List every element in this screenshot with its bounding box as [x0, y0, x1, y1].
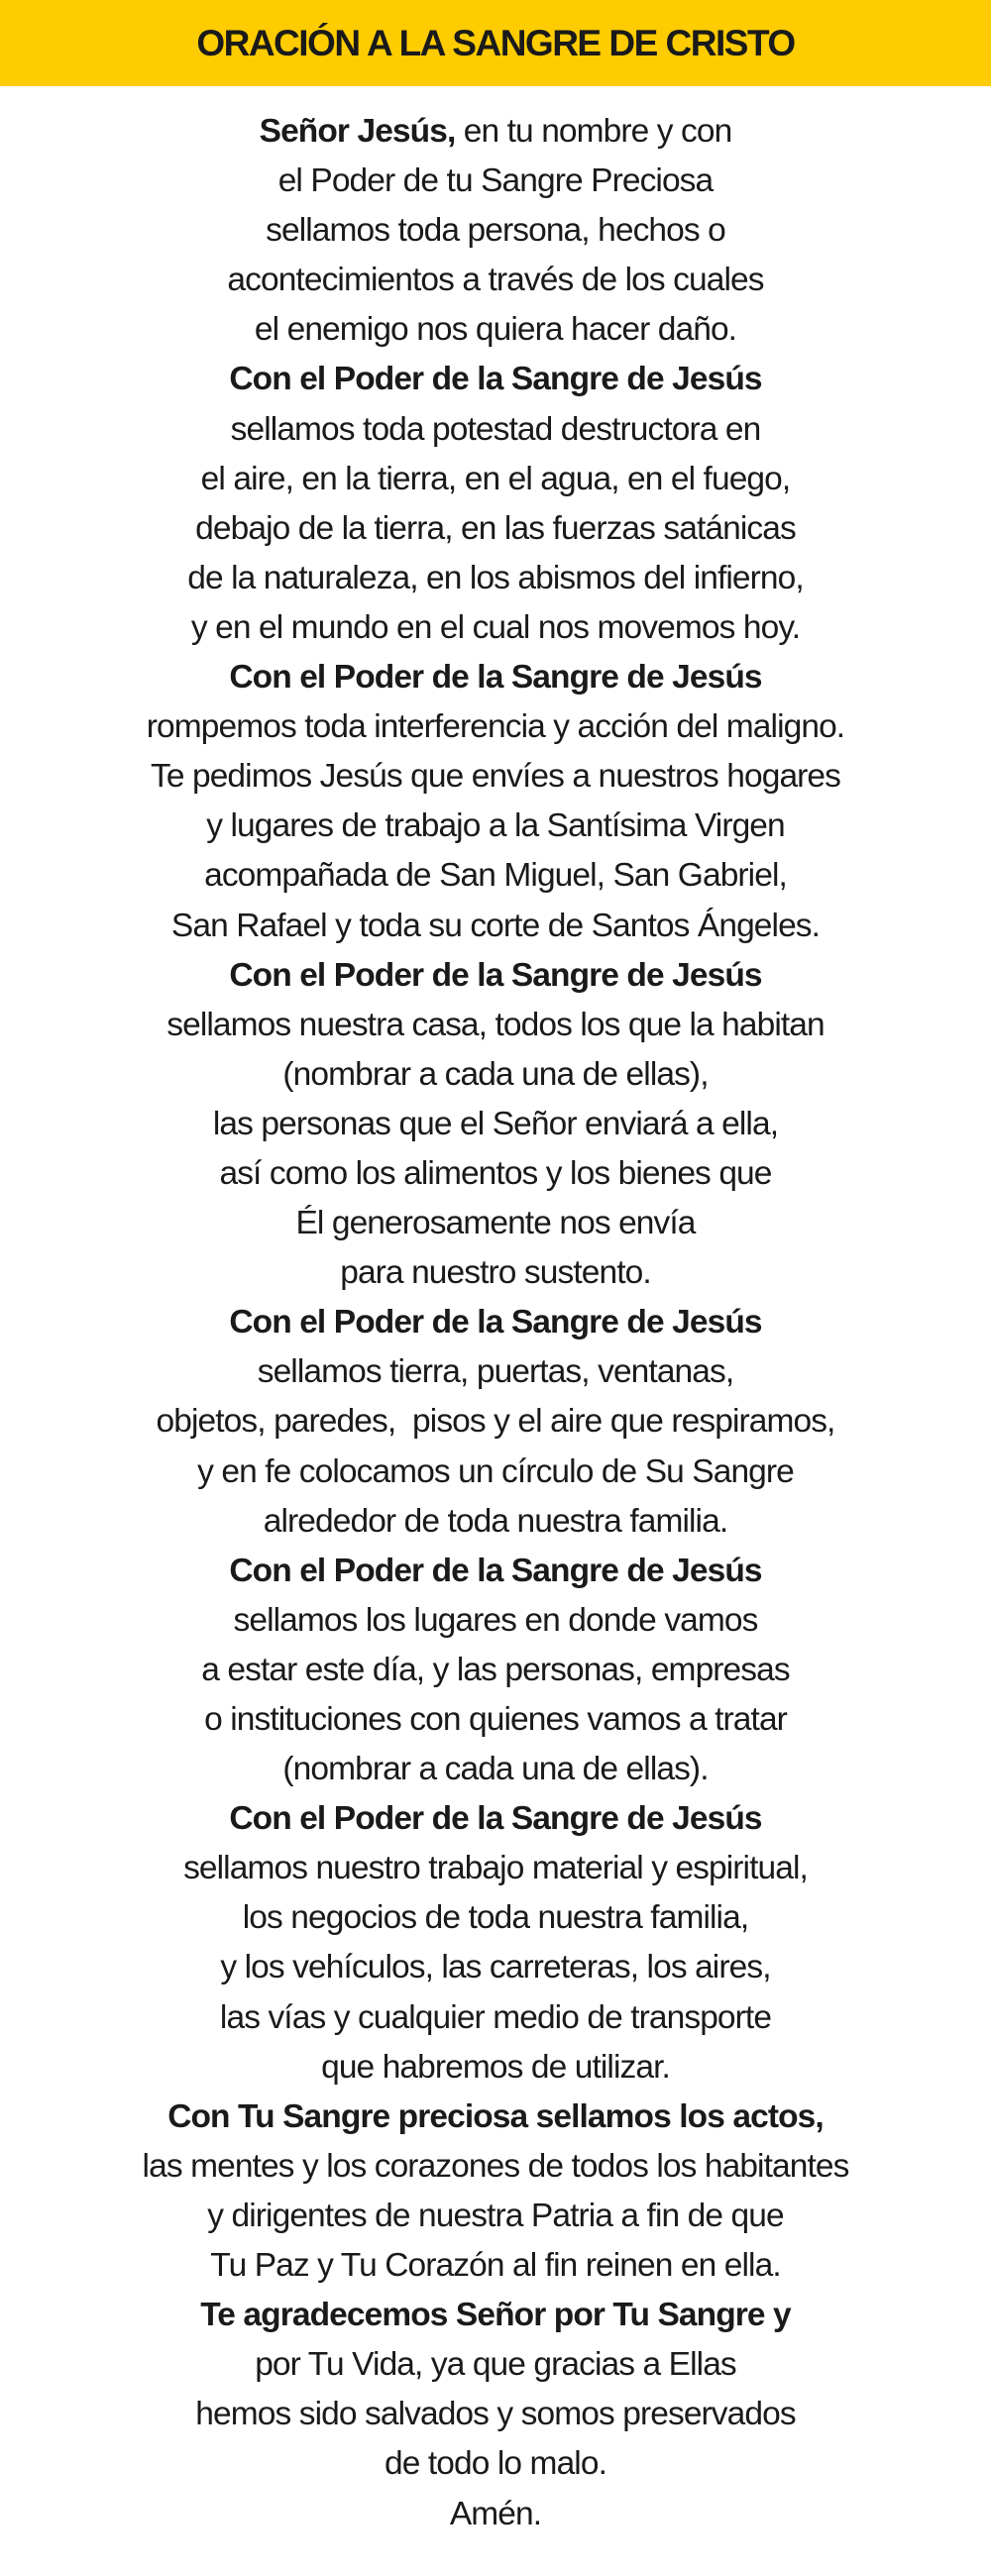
prayer-line: [0, 603, 991, 653]
prayer-line: [0, 256, 991, 305]
prayer-line: [0, 2043, 991, 2093]
prayer-line: [0, 902, 991, 951]
prayer-line-text: en tu nombre y con: [455, 113, 732, 150]
prayer-line-text: los negocios de toda nuestra familia,: [242, 1899, 749, 1937]
prayer-line: [0, 157, 991, 206]
prayer-line-text: que habremos de utilizar.: [321, 2048, 670, 2086]
title-banner: [0, 0, 991, 86]
prayer-line: [0, 1844, 991, 1893]
prayer-line-text: las vías y cualquier medio de transporte: [219, 1998, 772, 2036]
prayer-line-text: sellamos toda potestad destructora en: [230, 410, 761, 448]
prayer-line: [0, 1199, 991, 1248]
prayer-line-text: objetos, paredes, pisos y el aire que respiramos,: [156, 1403, 835, 1441]
prayer-line: [0, 1794, 991, 1844]
prayer-line: [0, 1646, 991, 1695]
prayer-line: [0, 1149, 991, 1199]
prayer-line-text: sellamos tierra, puertas, ventanas,: [257, 1353, 734, 1391]
prayer-line: [0, 1745, 991, 1794]
prayer-line: [0, 504, 991, 554]
prayer-line-text: acontecimientos a través de los cuales: [227, 262, 764, 299]
prayer-line: [0, 1001, 991, 1050]
prayer-line-text: (nombrar a cada una de ellas).: [282, 1751, 709, 1788]
prayer-line-text: el enemigo nos quiera hacer daño.: [254, 311, 737, 349]
prayer-line-text: y dirigentes de nuestra Patria a fin de que: [207, 2197, 784, 2234]
prayer-line-text: sellamos nuestro trabajo material y espiritual,: [183, 1850, 808, 1887]
prayer-line: [0, 2439, 991, 2489]
prayer-line-text: a estar este día, y las personas, empresas: [201, 1651, 790, 1688]
prayer-line: [0, 1993, 991, 2043]
prayer-line-text: y los vehículos, las carreteras, los aires,: [220, 1949, 771, 1986]
prayer-line: [0, 2340, 991, 2390]
prayer-line: [0, 2241, 991, 2291]
prayer-line: [0, 2490, 991, 2539]
prayer-line: [0, 1050, 991, 1100]
prayer-line-text: hemos sido salvados y somos preservados: [195, 2396, 796, 2433]
prayer-line: [0, 1695, 991, 1745]
prayer-line-text: Amén.: [449, 2495, 542, 2532]
prayer-line-bold: Te agradecemos Señor por Tu Sangre y: [200, 2297, 791, 2334]
prayer-line: [0, 1893, 991, 1943]
prayer-line-text: las mentes y los corazones de todos los habitantes: [142, 2147, 849, 2185]
prayer-line: [0, 1397, 991, 1447]
prayer-line-bold: Señor Jesús,: [259, 113, 456, 150]
prayer-line-bold: Con el Poder de la Sangre de Jesús: [229, 1800, 762, 1838]
prayer-line-bold: Con el Poder de la Sangre de Jesús: [229, 659, 762, 697]
prayer-line: [0, 2093, 991, 2142]
prayer-line-text: el Poder de tu Sangre Preciosa: [277, 162, 714, 200]
prayer-line: [0, 1347, 991, 1397]
prayer-line-text: acompañada de San Miguel, San Gabriel,: [204, 857, 787, 895]
prayer-line: [0, 1596, 991, 1646]
prayer-line-text: alrededor de toda nuestra familia.: [263, 1502, 728, 1540]
prayer-line: [0, 405, 991, 455]
prayer-line: [0, 554, 991, 603]
prayer-line: [0, 1248, 991, 1298]
prayer-line-text: o instituciones con quienes vamos a tratar: [204, 1701, 787, 1738]
prayer-line-text: para nuestro sustento.: [340, 1254, 651, 1292]
prayer-line: [0, 851, 991, 901]
prayer-line-bold: Con el Poder de la Sangre de Jesús: [229, 956, 762, 994]
prayer-line: [0, 802, 991, 851]
prayer-line: [0, 2142, 991, 2192]
prayer-line-text: y en fe colocamos un círculo de Su Sangre: [197, 1452, 794, 1490]
prayer-line-text: el aire, en la tierra, en el agua, en el fuego,: [200, 460, 791, 497]
prayer-line: [0, 1497, 991, 1547]
prayer-line-text: y lugares de trabajo a la Santísima Virgen: [206, 807, 785, 845]
prayer-line-text: rompemos toda interferencia y acción del maligno.: [146, 708, 845, 746]
prayer-line: [0, 355, 991, 404]
prayer-line-text: debajo de la tierra, en las fuerzas satánicas: [195, 509, 796, 547]
prayer-line-text: sellamos nuestra casa, todos los que la habitan: [166, 1006, 825, 1043]
prayer-line-bold: Con el Poder de la Sangre de Jesús: [229, 1552, 762, 1589]
prayer-line-text: así como los alimentos y los bienes que: [219, 1154, 772, 1192]
prayer-line-text: (nombrar a cada una de ellas),: [282, 1055, 709, 1093]
prayer-line: [0, 2390, 991, 2439]
prayer-line-text: de la naturaleza, en los abismos del infierno,: [187, 559, 804, 596]
prayer-line-text: Él generosamente nos envía: [295, 1205, 696, 1242]
prayer-line: [0, 1943, 991, 1992]
prayer-line-text: las personas que el Señor enviará a ella,: [212, 1105, 779, 1142]
page-title: ORACIÓN A LA SANGRE DE CRISTO: [196, 22, 795, 63]
prayer-line-text: sellamos toda persona, hechos o: [266, 212, 725, 250]
prayer-line: [0, 107, 991, 157]
prayer-line-text: Te pedimos Jesús que envíes a nuestros hogares: [150, 758, 841, 796]
prayer-line: [0, 1298, 991, 1347]
prayer-text: [0, 107, 991, 2539]
prayer-line: [0, 1448, 991, 1497]
prayer-line: [0, 1100, 991, 1149]
prayer-line-text: y en el mundo en el cual nos movemos hoy.: [190, 608, 801, 646]
prayer-line: [0, 752, 991, 802]
prayer-line: [0, 702, 991, 752]
prayer-line: [0, 951, 991, 1001]
prayer-line-bold: Con el Poder de la Sangre de Jesús: [229, 361, 762, 398]
prayer-line: [0, 2192, 991, 2241]
prayer-line-text: de todo lo malo.: [385, 2445, 606, 2483]
prayer-line-text: San Rafael y toda su corte de Santos Ángeles.: [170, 907, 821, 944]
prayer-line-text: sellamos los lugares en donde vamos: [233, 1601, 758, 1639]
prayer-line-bold: Con Tu Sangre preciosa sellamos los actos,: [167, 2097, 824, 2135]
prayer-line-text: Tu Paz y Tu Corazón al fin reinen en ella.: [210, 2247, 781, 2285]
prayer-line-text: por Tu Vida, ya que gracias a Ellas: [255, 2346, 736, 2384]
prayer-line: [0, 206, 991, 256]
prayer-line: [0, 305, 991, 355]
prayer-line: [0, 455, 991, 504]
prayer-line-bold: Con el Poder de la Sangre de Jesús: [229, 1304, 762, 1342]
prayer-line: [0, 2291, 991, 2340]
prayer-line: [0, 653, 991, 702]
prayer-line: [0, 1547, 991, 1596]
